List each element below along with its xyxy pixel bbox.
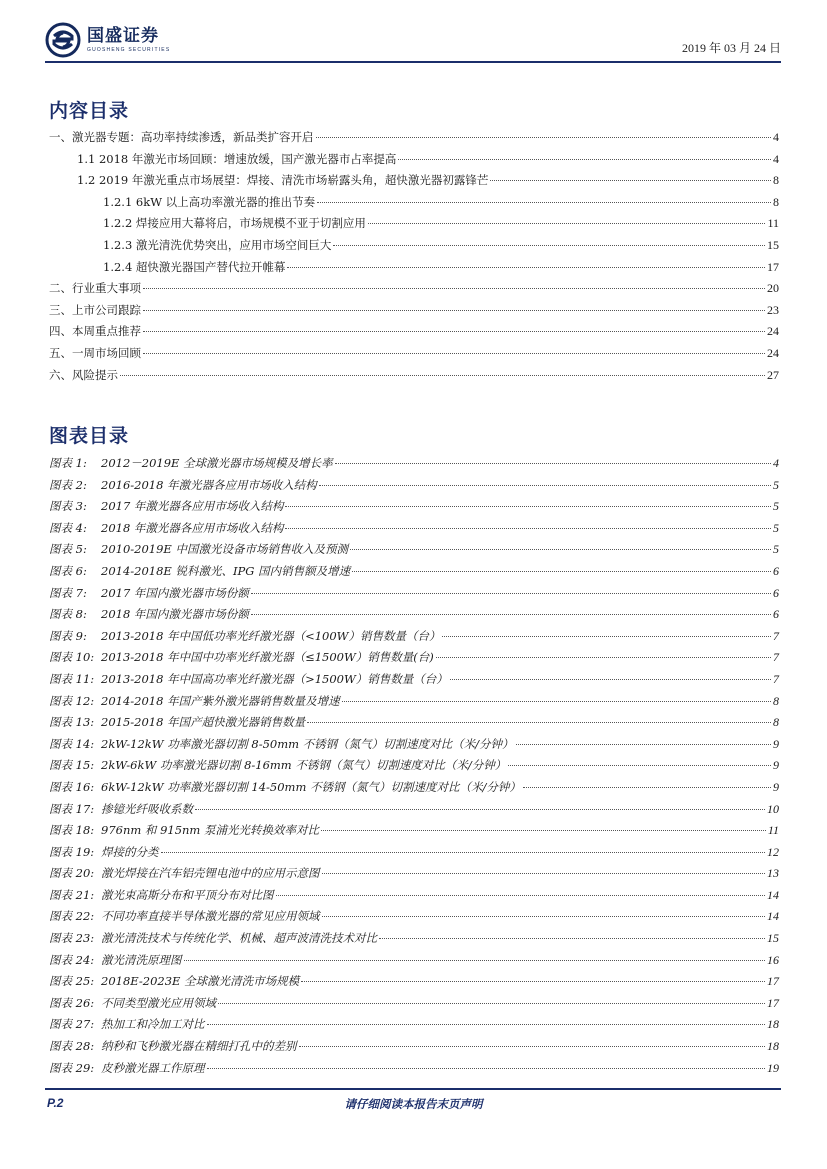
page-header (45, 22, 781, 62)
figure-entry[interactable] (49, 541, 779, 563)
leader-dots (195, 809, 765, 810)
leader-dots (322, 916, 766, 917)
toc-entry[interactable] (49, 194, 779, 216)
figure-label: 图表 17: (49, 801, 95, 816)
toc-entry-page: 8 (773, 173, 779, 188)
leader-dots (368, 223, 766, 224)
logo-emblem-icon (45, 22, 81, 58)
leader-dots (301, 981, 765, 982)
figure-entry[interactable] (49, 973, 779, 995)
leader-dots (287, 267, 765, 268)
figure-label: 图表 18: (49, 823, 95, 838)
figure-label: 图表 3: (49, 499, 87, 514)
toc-entry-page: 27 (767, 367, 779, 382)
figure-entry[interactable] (49, 908, 779, 930)
figure-page: 6 (773, 585, 779, 600)
figure-page: 13 (767, 866, 779, 881)
figure-page: 11 (767, 823, 779, 838)
figure-page: 16 (767, 952, 779, 967)
leader-dots (398, 159, 771, 160)
contents-title: 内容目录 (49, 100, 130, 122)
figure-entry[interactable] (49, 930, 779, 952)
figure-entry[interactable] (49, 1060, 779, 1082)
figure-label: 图表 19: (49, 844, 95, 859)
figure-title: 激光清洗原理图 (101, 952, 182, 967)
figure-label: 图表 16: (49, 779, 95, 794)
toc-entry-text: 1.2.3 激光清洗优势突出，应用市场空间巨大 (103, 237, 332, 252)
leader-dots (350, 549, 771, 550)
leader-dots (143, 310, 765, 311)
figure-entry[interactable] (49, 865, 779, 887)
figure-label: 图表 7: (49, 585, 87, 600)
figure-label: 图表 28: (49, 1039, 95, 1054)
figure-entry[interactable] (49, 822, 779, 844)
toc-entry-text: 1.2.1 6kW 以上高功率激光器的推出节奏 (103, 194, 316, 209)
leader-dots (251, 614, 771, 615)
toc-entry-text: 1.2.4 超快激光器国产替代拉开帷幕 (103, 259, 286, 274)
logo-cn-text: 国盛证券 (87, 26, 159, 46)
figures-list (49, 455, 779, 1081)
figure-page: 7 (773, 650, 779, 665)
figure-entry[interactable] (49, 628, 779, 650)
figure-page: 14 (767, 909, 779, 924)
figure-page: 15 (767, 931, 779, 946)
figure-entry[interactable] (49, 801, 779, 823)
figure-entry[interactable] (49, 779, 779, 801)
leader-dots (322, 873, 766, 874)
page-number: P.2 (47, 1096, 64, 1110)
figure-label: 图表 2: (49, 477, 87, 492)
toc-entry-page: 4 (773, 130, 779, 144)
logo-en-text: GUOSHENG SECURITIES (87, 47, 171, 53)
figure-title: 焊接的分类 (101, 844, 159, 859)
figure-title: 2kW-6kW 功率激光器切割 8-16mm 不锈钢（氮气）切割速度对比（米/分钟） (101, 758, 507, 773)
toc-entry[interactable] (49, 129, 779, 151)
leader-dots (523, 787, 771, 788)
figure-page: 12 (767, 844, 779, 859)
toc-entry[interactable] (49, 367, 779, 389)
toc-entry[interactable] (49, 345, 779, 367)
toc-entry-page: 23 (767, 302, 779, 317)
leader-dots (285, 528, 771, 529)
figure-entry[interactable] (49, 606, 779, 628)
figure-label: 图表 4: (49, 520, 87, 535)
figure-label: 图表 21: (49, 887, 95, 902)
figure-title: 2017 年国内激光器市场份额 (101, 585, 249, 600)
toc-entry-page: 8 (773, 194, 779, 209)
figure-title: 2kW-12kW 功率激光器切割 8-50mm 不锈钢（氮气）切割速度对比（米/分钟） (101, 736, 514, 751)
toc-entry-text: 一、激光器专题：高功率持续渗透，新品类扩容开启 (49, 130, 314, 144)
header-divider (45, 61, 781, 63)
toc-entry-page: 4 (773, 151, 779, 166)
toc-entry-page: 24 (767, 345, 779, 360)
figure-title: 2013-2018 年中国高功率光纤激光器（>1500W）销售数量（台） (101, 671, 448, 686)
figure-label: 图表 20: (49, 866, 95, 881)
figure-label: 图表 25: (49, 974, 95, 989)
figure-page: 9 (773, 758, 779, 773)
toc-entry[interactable] (49, 259, 779, 281)
leader-dots (218, 1003, 765, 1004)
toc-entry-text: 1.2.2 焊接应用大幕将启，市场规模不亚于切割应用 (103, 216, 366, 231)
figure-entry[interactable] (49, 455, 779, 477)
figure-title: 2012－2019E 全球激光器市场规模及增长率 (101, 456, 333, 470)
figure-entry[interactable] (49, 736, 779, 758)
footer-divider (45, 1088, 781, 1090)
toc-entry-text: 六、风险提示 (49, 367, 118, 382)
figure-page: 17 (767, 974, 779, 989)
toc-entry[interactable] (49, 215, 779, 237)
figure-title: 976nm 和 915nm 泵浦光光转换效率对比 (101, 823, 319, 838)
figure-label: 图表 10: (49, 650, 95, 665)
figure-page: 18 (767, 1017, 779, 1032)
toc-entry-text: 三、上市公司跟踪 (49, 302, 141, 317)
figure-label: 图表 22: (49, 909, 95, 924)
figure-page: 6 (773, 563, 779, 578)
toc-entry[interactable] (49, 237, 779, 259)
leader-dots (508, 765, 771, 766)
leader-dots (436, 657, 771, 658)
figure-entry[interactable] (49, 693, 779, 715)
figure-label: 图表 27: (49, 1017, 95, 1032)
figure-label: 图表 29: (49, 1060, 95, 1075)
figure-page: 8 (773, 715, 779, 730)
leader-dots (251, 593, 771, 594)
leader-dots (442, 636, 771, 637)
figure-title: 2016-2018 年激光器各应用市场收入结构 (101, 477, 317, 492)
contents-list (49, 129, 779, 388)
figure-entry[interactable] (49, 585, 779, 607)
figure-title: 2015-2018 年国产超快激光器销售数量 (101, 715, 306, 730)
figure-page: 5 (773, 520, 779, 535)
figure-title: 2014-2018E 锐科激光、IPG 国内销售额及增速 (101, 563, 351, 578)
figure-title: 激光焊接在汽车铝壳锂电池中的应用示意图 (101, 866, 320, 881)
leader-dots (143, 288, 765, 289)
figure-label: 图表 24: (49, 952, 95, 967)
figure-title: 热加工和冷加工对比 (101, 1017, 205, 1032)
figure-label: 图表 6: (49, 563, 87, 578)
leader-dots (379, 938, 765, 939)
leader-dots (342, 701, 771, 702)
figure-page: 9 (773, 736, 779, 751)
figure-title: 2018 年激光器各应用市场收入结构 (101, 520, 284, 535)
toc-entry-text: 二、行业重大事项 (49, 281, 141, 296)
figure-page: 19 (767, 1060, 779, 1075)
figure-entry[interactable] (49, 520, 779, 542)
leader-dots (333, 245, 765, 246)
figure-entry[interactable] (49, 844, 779, 866)
figure-page: 5 (773, 477, 779, 492)
leader-dots (276, 895, 766, 896)
figure-title: 2018 年国内激光器市场份额 (101, 607, 249, 622)
leader-dots (299, 1046, 766, 1047)
figure-label: 图表 14: (49, 736, 95, 751)
toc-entry-text: 1.1 2018 年激光市场回顾：增速放缓，国产激光器市占率提高 (77, 151, 397, 166)
toc-entry[interactable] (49, 280, 779, 302)
leader-dots (161, 852, 766, 853)
figure-title: 2013-2018 年中国低功率光纤激光器（<100W）销售数量（台） (101, 628, 441, 643)
leader-dots (516, 744, 771, 745)
figure-entry[interactable] (49, 995, 779, 1017)
figure-page: 18 (767, 1039, 779, 1054)
figure-page: 7 (773, 671, 779, 686)
leader-dots (335, 463, 771, 464)
figure-title: 6kW-12kW 功率激光器切割 14-50mm 不锈钢（氮气）切割速度对比（米/分钟） (101, 779, 521, 794)
figure-title: 纳秒和飞秒激光器在精细打孔中的差别 (101, 1039, 297, 1054)
toc-entry-text: 四、本周重点推荐 (49, 324, 141, 339)
figure-label: 图表 26: (49, 995, 95, 1010)
figure-entry[interactable] (49, 1038, 779, 1060)
figure-page: 8 (773, 693, 779, 708)
figure-label: 图表 9: (49, 628, 87, 643)
leader-dots (307, 722, 771, 723)
report-date: 2019 年 03 月 24 日 (681, 41, 781, 55)
figure-entry[interactable] (49, 757, 779, 779)
disclaimer-note: 请仔细阅读本报告末页声明 (344, 1097, 483, 1111)
leader-dots (143, 331, 765, 332)
leader-dots (450, 679, 771, 680)
figure-title: 2017 年激光器各应用市场收入结构 (101, 499, 284, 514)
leader-dots (207, 1024, 766, 1025)
figure-entry[interactable] (49, 671, 779, 693)
figure-title: 掺镱光纤吸收系数 (101, 801, 193, 816)
figure-title: 2014-2018 年国产紫外激光器销售数量及增速 (101, 693, 340, 708)
leader-dots (317, 202, 771, 203)
figure-title: 激光清洗技术与传统化学、机械、超声波清洗技术对比 (101, 931, 377, 946)
figure-entry[interactable] (49, 714, 779, 736)
figure-page: 14 (767, 887, 779, 902)
toc-entry-text: 1.2 2019 年激光重点市场展望：焊接、清洗市场崭露头角，超快激光器初露锋芒 (77, 173, 489, 188)
figure-title: 不同功率直接半导体激光器的常见应用领域 (101, 909, 320, 924)
figure-entry[interactable] (49, 887, 779, 909)
leader-dots (184, 960, 766, 961)
figure-page: 17 (767, 995, 779, 1010)
figure-title: 不同类型激光应用领域 (101, 995, 216, 1010)
figure-title: 2010-2019E 中国激光设备市场销售收入及预测 (101, 542, 348, 557)
toc-entry[interactable] (49, 172, 779, 194)
figure-title: 2013-2018 年中国中功率光纤激光器（≤1500W）销售数量(台) (101, 650, 434, 665)
toc-entry-page: 20 (767, 281, 779, 296)
figure-label: 图表 15: (49, 758, 95, 773)
leader-dots (120, 375, 765, 376)
leader-dots (316, 137, 772, 138)
figure-label: 图表 5: (49, 542, 87, 557)
figure-entry[interactable] (49, 1016, 779, 1038)
figures-title: 图表目录 (49, 425, 130, 447)
figure-title: 2018E-2023E 全球激光清洗市场规模 (101, 974, 300, 989)
figure-page: 6 (773, 607, 779, 622)
figure-label: 图表 1: (49, 456, 87, 470)
figure-label: 图表 12: (49, 693, 95, 708)
toc-entry-page: 24 (767, 324, 779, 339)
toc-entry-page: 17 (767, 259, 779, 274)
figure-page: 5 (773, 542, 779, 557)
figure-page: 10 (767, 801, 779, 816)
toc-entry[interactable] (49, 302, 779, 324)
figure-entry[interactable] (49, 498, 779, 520)
figure-title: 皮秒激光器工作原理 (101, 1060, 205, 1075)
figure-entry[interactable] (49, 563, 779, 585)
figure-label: 图表 11: (49, 671, 95, 686)
toc-entry-text: 五、一周市场回顾 (49, 345, 141, 360)
leader-dots (285, 506, 771, 507)
toc-entry-page: 15 (767, 237, 779, 252)
figure-page: 5 (773, 499, 779, 514)
company-logo (45, 22, 170, 58)
figure-label: 图表 13: (49, 715, 95, 730)
figure-page: 7 (773, 628, 779, 643)
leader-dots (207, 1068, 766, 1069)
figure-entry[interactable] (49, 477, 779, 499)
leader-dots (490, 180, 771, 181)
figure-entry[interactable] (49, 952, 779, 974)
figure-page: 4 (773, 456, 779, 470)
toc-entry[interactable] (49, 151, 779, 173)
toc-entry[interactable] (49, 323, 779, 345)
leader-dots (143, 353, 765, 354)
figure-label: 图表 8: (49, 607, 87, 622)
figure-entry[interactable] (49, 649, 779, 671)
leader-dots (319, 485, 771, 486)
toc-entry-page: 11 (767, 216, 779, 231)
leader-dots (352, 571, 771, 572)
figure-label: 图表 23: (49, 931, 95, 946)
figure-title: 激光束高斯分布和平顶分布对比图 (101, 887, 274, 902)
figure-page: 9 (773, 779, 779, 794)
leader-dots (321, 830, 766, 831)
